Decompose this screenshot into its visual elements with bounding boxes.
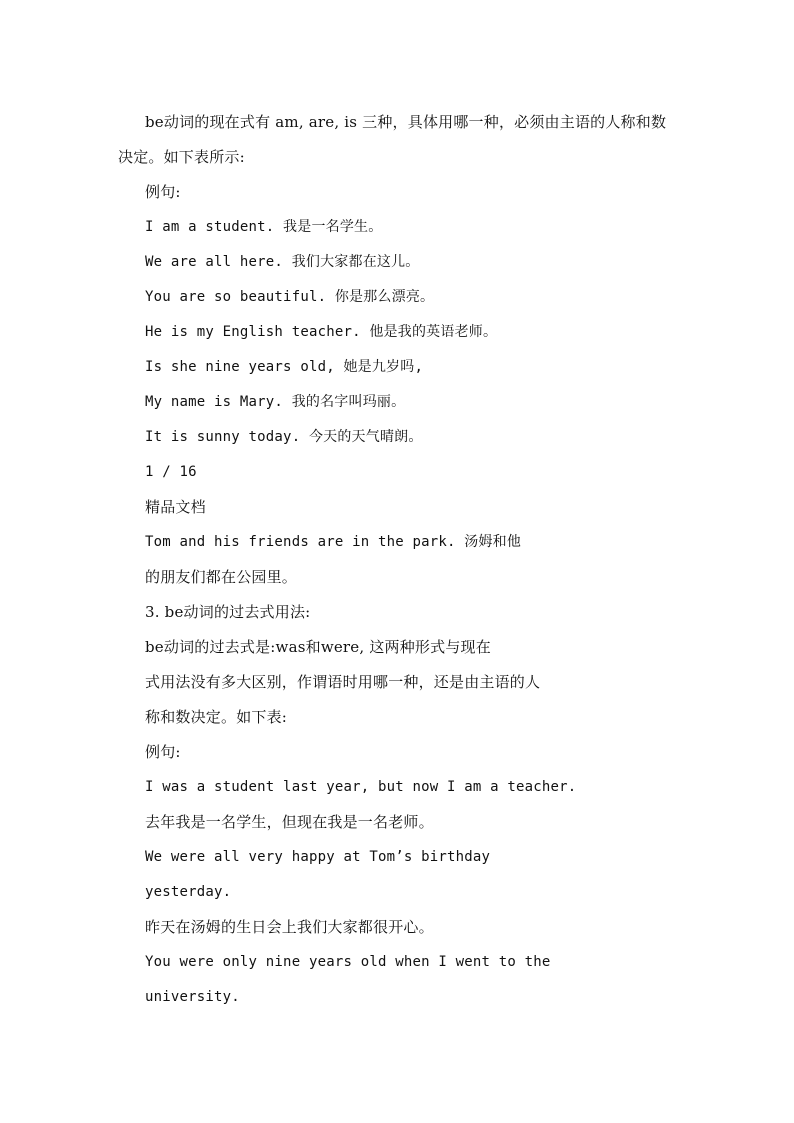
past-paragraph-line-3: 称和数决定。如下表:	[145, 708, 288, 726]
example-label: 例句:	[145, 183, 181, 201]
example-translation: 昨天在汤姆的生日会上我们大家都很开心。	[145, 918, 434, 936]
past-paragraph-line-2: 式用法没有多大区别，作谓语时用哪一种，还是由主语的人	[145, 673, 541, 691]
example-sentence: I was a student last year, but now I am a teacher.	[145, 779, 577, 795]
past-paragraph-line-1: be动词的过去式是:was和were, 这两种形式与现在	[145, 638, 491, 656]
example-sentence-continued: university.	[145, 989, 240, 1005]
example-sentence: Is she nine years old, 她是九岁吗,	[145, 359, 424, 375]
watermark-text: 精品文档	[145, 498, 206, 516]
example-sentence: Tom and his friends are in the park. 汤姆和他	[145, 534, 522, 550]
section-heading: 3. be动词的过去式用法:	[145, 603, 311, 621]
example-sentence: You are so beautiful. 你是那么漂亮。	[145, 289, 435, 305]
page-number: 1 / 16	[145, 464, 197, 480]
example-sentence: We are all here. 我们大家都在这儿。	[145, 254, 420, 270]
intro-paragraph-line-2: 决定。如下表所示:	[118, 148, 245, 166]
example-sentence: It is sunny today. 今天的天气晴朗。	[145, 429, 423, 445]
example-sentence: We were all very happy at Tom’s birthday	[145, 849, 491, 865]
example-sentence: He is my English teacher. 他是我的英语老师。	[145, 324, 498, 340]
example-sentence: You were only nine years old when I went to the	[145, 954, 551, 970]
example-sentence-continued: 的朋友们都在公园里。	[145, 568, 298, 586]
intro-paragraph-line-1: be动词的现在式有 am, are, is 三种，具体用哪一种，必须由主语的人称和数	[145, 113, 667, 131]
example-translation: 去年我是一名学生，但现在我是一名老师。	[145, 813, 434, 831]
example-sentence-continued: yesterday.	[145, 884, 232, 900]
example-label: 例句:	[145, 743, 181, 761]
example-sentence: I am a student. 我是一名学生。	[145, 219, 383, 235]
example-sentence: My name is Mary. 我的名字叫玛丽。	[145, 394, 406, 410]
